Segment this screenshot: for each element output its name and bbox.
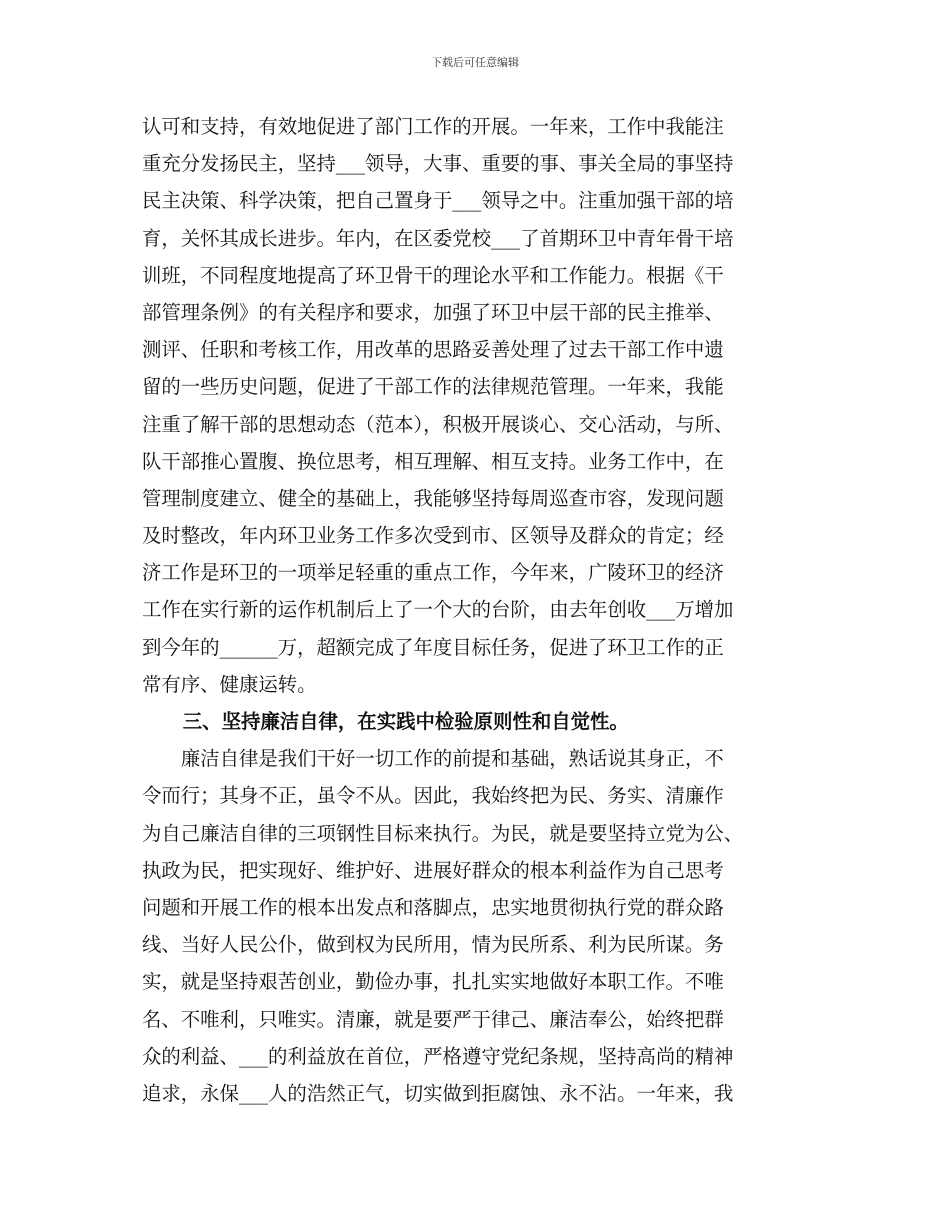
text-line: 廉洁自律是我们干好一切工作的前提和基础，熟话说其身正，不 bbox=[180, 747, 724, 771]
text-line: 济工作是环卫的一项举足轻重的重点工作，今年来，广陵环卫的经济 bbox=[142, 561, 724, 585]
text-line: 实，就是坚持艰苦创业，勤俭办事，扎扎实实地做好本职工作。不唯 bbox=[142, 970, 724, 994]
text-line: 重充分发扬民主，坚持___领导，大事、重要的事、事关全局的事坚持 bbox=[142, 152, 734, 176]
text-line: 认可和支持，有效地促进了部门工作的开展。一年来，工作中我能注 bbox=[142, 115, 724, 138]
page-header: 下载后可任意编辑 bbox=[431, 56, 519, 69]
section-heading: 三、坚持廉洁自律，在实践中检验原则性和自觉性。 bbox=[182, 710, 629, 733]
text-line: 育，关怀其成长进步。年内，在区委党校___了首期环卫中青年骨干培 bbox=[142, 226, 734, 250]
text-line: 追求，永保___人的浩然正气，切实做到拒腐蚀、永不沾。一年来，我 bbox=[142, 1081, 734, 1105]
text-line: 工作在实行新的运作机制后上了一个大的台阶，由去年创收___万增加 bbox=[142, 598, 734, 622]
text-line: 线、当好人民公仆，做到权为民所用，情为民所系、利为民所谋。务 bbox=[142, 933, 724, 957]
text-line: 民主决策、科学决策，把自己置身于___领导之中。注重加强干部的培 bbox=[142, 189, 734, 213]
text-line: 到今年的______万，超额完成了年度目标任务，促进了环卫工作的正 bbox=[142, 635, 724, 659]
text-line: 留的一些历史问题，促进了干部工作的法律规范管理。一年来，我能 bbox=[142, 375, 724, 399]
text-line: 名、不唯利，只唯实。清廉，就是要严于律己、廉洁奉公，始终把群 bbox=[142, 1007, 724, 1031]
text-line: 队干部推心置腹、换位思考，相互理解、相互支持。业务工作中，在 bbox=[142, 449, 724, 473]
document-body bbox=[142, 108, 826, 1112]
text-line: 为自己廉洁自律的三项钢性目标来执行。为民，就是要坚持立党为公、 bbox=[142, 821, 744, 845]
text-line: 令而行；其身不正，虽令不从。因此，我始终把为民、务实、清廉作 bbox=[142, 784, 724, 808]
text-line: 执政为民，把实现好、维护好、进展好群众的根本利益作为自己思考 bbox=[142, 858, 724, 882]
text-line: 部管理条例》的有关程序和要求，加强了环卫中层干部的民主推举、 bbox=[142, 300, 724, 324]
text-line: 问题和开展工作的根本出发点和落脚点，忠实地贯彻执行党的群众路 bbox=[142, 895, 724, 919]
text-line: 管理制度建立、健全的基础上，我能够坚持每周巡查市容，发现问题 bbox=[142, 486, 724, 510]
text-line: 训班，不同程度地提高了环卫骨干的理论水平和工作能力。根据《干 bbox=[142, 263, 724, 287]
text-line: 常有序、健康运转。 bbox=[142, 672, 317, 696]
text-line: 测评、任职和考核工作，用改革的思路妥善处理了过去干部工作中遗 bbox=[142, 338, 724, 362]
text-line: 注重了解干部的思想动态（范本），积极开展谈心、交心活动，与所、 bbox=[142, 412, 734, 436]
text-line: 及时整改，年内环卫业务工作多次受到市、区领导及群众的肯定；经 bbox=[142, 524, 724, 548]
text-line: 众的利益、___的利益放在首位，严格遵守党纪条规，坚持高尚的精神 bbox=[142, 1044, 734, 1068]
